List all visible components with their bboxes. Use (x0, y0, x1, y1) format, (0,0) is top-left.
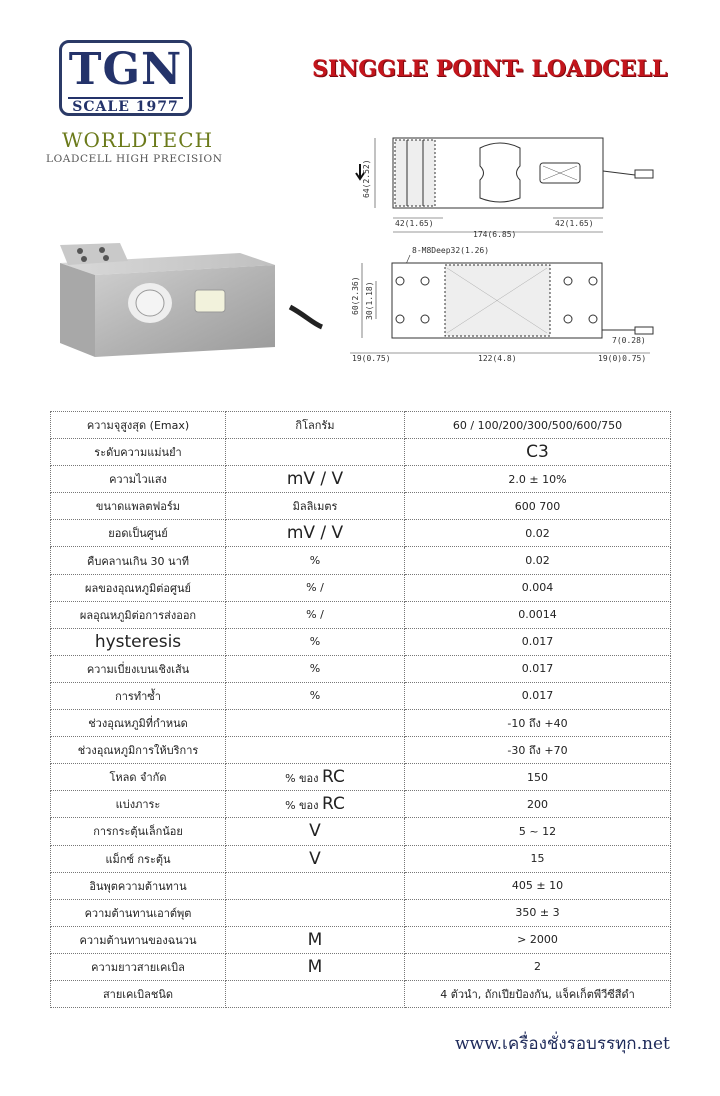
spec-parameter: ความยาวสายเคเบิล (51, 953, 226, 980)
spec-unit: กิโลกรัม (226, 412, 405, 439)
spec-parameter: การกระตุ้นเล็กน้อย (51, 818, 226, 845)
spec-value: 60 / 100/200/300/500/600/750 (405, 412, 671, 439)
spec-value: 0.017 (405, 682, 671, 709)
spec-unit: M (226, 926, 405, 953)
spec-row (51, 953, 671, 980)
spec-unit (226, 710, 405, 737)
side-right-dim: 42(1.65) (555, 219, 594, 228)
spec-row (51, 520, 671, 547)
spec-unit: % (226, 682, 405, 709)
spec-value: > 2000 (405, 926, 671, 953)
spec-unit (226, 980, 405, 1007)
spec-row (51, 872, 671, 899)
logo-text: TGN (68, 44, 183, 95)
spec-value: 0.017 (405, 655, 671, 682)
spec-table-body (51, 412, 671, 1008)
spec-value: -10 ถึง +40 (405, 710, 671, 737)
spec-unit: % / (226, 601, 405, 628)
top-middle-dim: 122(4.8) (478, 354, 517, 363)
spec-unit (226, 439, 405, 466)
spec-row (51, 737, 671, 764)
spec-row (51, 845, 671, 872)
spec-parameter: ความจุสูงสุด (Emax) (51, 412, 226, 439)
spec-parameter: ความต้านทานเอาต์พุต (51, 899, 226, 926)
spec-parameter: แม็กซ์ กระตุ้น (51, 845, 226, 872)
spec-row (51, 980, 671, 1007)
cable-dim: 7(0.28) (612, 336, 646, 345)
spec-value: 15 (405, 845, 671, 872)
top-right-dim: 19(0)0.75) (598, 354, 647, 363)
spec-parameter: ขนาดแพลตฟอร์ม (51, 493, 226, 520)
top-inner-label: 30(1.18) (365, 281, 374, 320)
side-length-dim: 174(6.85) (473, 230, 517, 238)
spec-unit (226, 791, 405, 818)
spec-table (50, 411, 671, 1008)
spec-value: 405 ± 10 (405, 872, 671, 899)
spec-row (51, 682, 671, 709)
top-height-label: 60(2.36) (351, 276, 360, 315)
side-view-drawing (355, 128, 665, 238)
spec-parameter: ความต้านทานของฉนวน (51, 926, 226, 953)
spec-value: 2.0 ± 10% (405, 466, 671, 493)
spec-parameter: hysteresis (51, 628, 226, 655)
top-view-drawing (350, 243, 670, 368)
spec-value: 350 ± 3 (405, 899, 671, 926)
spec-parameter: ผลอุณหภูมิต่อการส่งออก (51, 601, 226, 628)
spec-parameter: ความไวแสง (51, 466, 226, 493)
spec-row (51, 655, 671, 682)
spec-value: C3 (405, 439, 671, 466)
logo-subtext: SCALE 1977 (72, 99, 179, 115)
spec-parameter: การทำซ้ำ (51, 682, 226, 709)
spec-value: 5 ~ 12 (405, 818, 671, 845)
website-url: www.เครื่องชั่งรอบรรทุก.net (455, 1034, 670, 1054)
spec-unit: มิลลิเมตร (226, 493, 405, 520)
spec-parameter: โหลด จำกัด (51, 764, 226, 791)
company-tagline: LOADCELL HIGH PRECISION (46, 153, 223, 165)
spec-unit (226, 737, 405, 764)
spec-parameter: ระดับความแม่นยำ (51, 439, 226, 466)
spec-unit: V (226, 845, 405, 872)
spec-parameter: ความเบี่ยงเบนเชิงเส้น (51, 655, 226, 682)
spec-value: 2 (405, 953, 671, 980)
spec-value: 0.02 (405, 547, 671, 574)
spec-parameter: ช่วงอุณหภูมิที่กำหนด (51, 710, 226, 737)
spec-row (51, 547, 671, 574)
spec-unit-prefix: % ของ (285, 772, 323, 786)
spec-value: -30 ถึง +70 (405, 737, 671, 764)
spec-row (51, 466, 671, 493)
company-name: WORLDTECH (62, 128, 214, 152)
spec-row (51, 628, 671, 655)
page-title: SINGGLE POINT- LOADCELL (312, 56, 668, 82)
spec-unit (226, 872, 405, 899)
spec-unit: V (226, 818, 405, 845)
spec-row (51, 764, 671, 791)
side-left-dim: 42(1.65) (395, 219, 434, 228)
spec-unit: % (226, 655, 405, 682)
spec-parameter: คืบคลานเกิน 30 นาที (51, 547, 226, 574)
spec-unit-prefix: % ของ (285, 799, 323, 813)
side-height-label: 64(2.52) (362, 159, 371, 198)
spec-value: 150 (405, 764, 671, 791)
spec-row (51, 601, 671, 628)
spec-parameter: สายเคเบิลชนิด (51, 980, 226, 1007)
spec-unit: % / (226, 574, 405, 601)
spec-row (51, 439, 671, 466)
spec-unit: % (226, 628, 405, 655)
spec-row (51, 710, 671, 737)
spec-row (51, 412, 671, 439)
thread-label: 8-M8Deep32(1.26) (412, 246, 490, 255)
spec-unit (226, 764, 405, 791)
spec-value: 0.017 (405, 628, 671, 655)
spec-unit: % (226, 547, 405, 574)
spec-value: 600 700 (405, 493, 671, 520)
spec-value: 0.02 (405, 520, 671, 547)
spec-parameter: อินพุตความต้านทาน (51, 872, 226, 899)
spec-unit: M (226, 953, 405, 980)
spec-row (51, 926, 671, 953)
spec-value: 0.0014 (405, 601, 671, 628)
spec-value: 200 (405, 791, 671, 818)
spec-parameter: ช่วงอุณหภูมิการให้บริการ (51, 737, 226, 764)
spec-row (51, 791, 671, 818)
spec-row (51, 574, 671, 601)
spec-parameter: ยอดเป็นศูนย์ (51, 520, 226, 547)
spec-parameter: ผลของอุณหภูมิต่อศูนย์ (51, 574, 226, 601)
spec-unit-main: RC (322, 767, 345, 788)
loadcell-photo (50, 235, 330, 365)
tgn-logo (59, 40, 192, 116)
spec-row (51, 493, 671, 520)
top-left-dim: 19(0.75) (352, 354, 391, 363)
spec-unit-main: RC (322, 794, 345, 815)
spec-value: 0.004 (405, 574, 671, 601)
spec-parameter: แบ่งภาระ (51, 791, 226, 818)
spec-unit: mV / V (226, 520, 405, 547)
spec-row (51, 818, 671, 845)
spec-unit (226, 899, 405, 926)
spec-row (51, 899, 671, 926)
spec-unit: mV / V (226, 466, 405, 493)
spec-value: 4 ตัวนำ, ถักเปียป้องกัน, แจ็คเก็ตพีวีซีสีดำ (405, 980, 671, 1007)
